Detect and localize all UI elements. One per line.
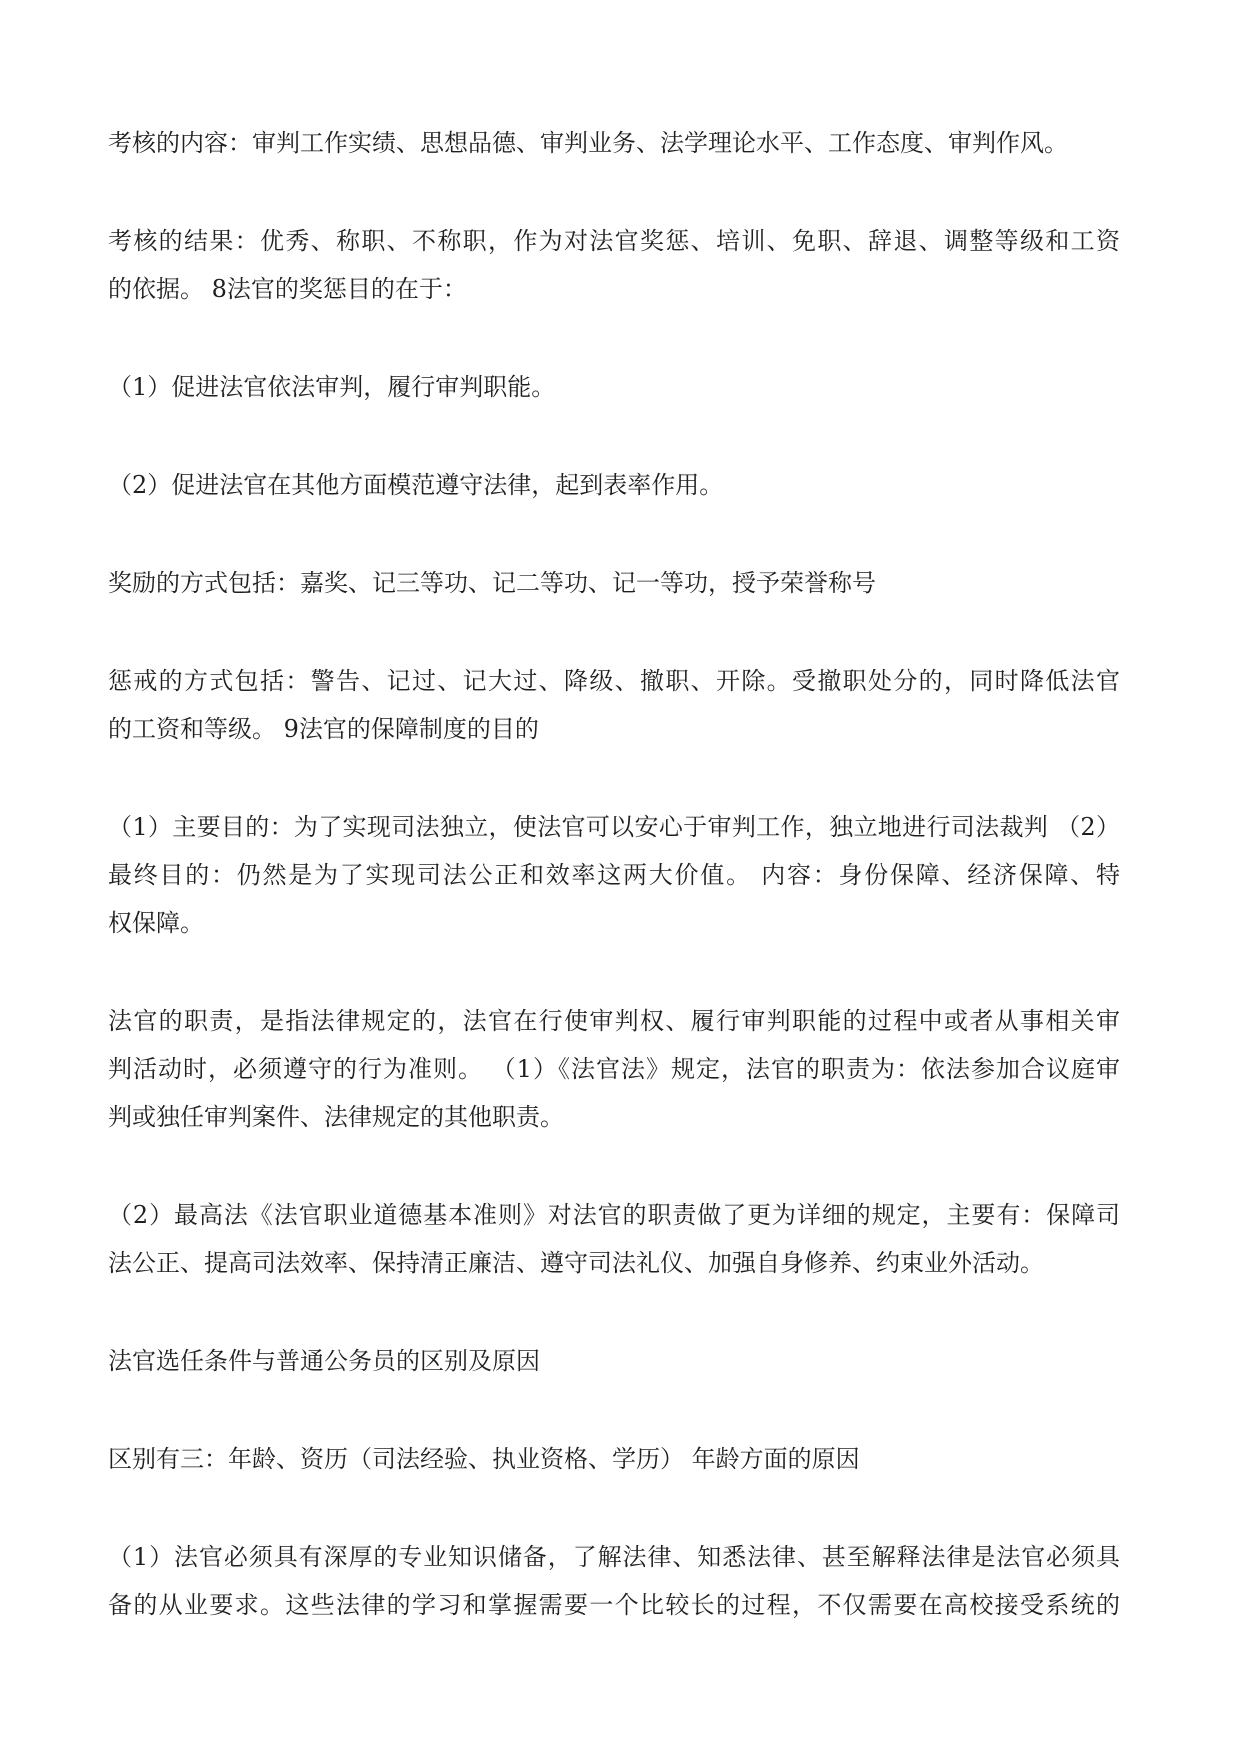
text-line: 备的从业要求。这些法律的学习和掌握需要一个比较长的过程，不仅需要在高校接受系统的 (108, 1591, 1120, 1619)
text-line: （1）法官必须具有深厚的专业知识储备，了解法律、知悉法律、甚至解释法律是法官必须具 (108, 1543, 1120, 1571)
text-line: 的依据。 8法官的奖惩目的在于： (108, 275, 467, 303)
paragraph-differences (108, 1435, 1120, 1483)
text-line: 判或独任审判案件、法律规定的其他职责。 (108, 1103, 564, 1131)
paragraph-rewards (108, 559, 1120, 607)
text-line: （1）主要目的：为了实现司法独立，使法官可以安心于审判工作，独立地进行司法裁判 （2） (108, 813, 1120, 841)
paragraph-assessment-result (108, 217, 1120, 313)
text-line: 考核的内容：审判工作实绩、思想品德、审判业务、法学理论水平、工作态度、审判作风。 (108, 129, 1068, 157)
text-line: 法官的职责，是指法律规定的，法官在行使审判权、履行审判职能的过程中或者从事相关审 (108, 1007, 1120, 1035)
paragraph-guarantee-purpose (108, 803, 1120, 947)
text-line: 判活动时，必须遵守的行为准则。 （1）《法官法》规定，法官的职责为：依法参加合议庭审 (108, 1055, 1120, 1083)
text-line: 考核的结果：优秀、称职、不称职，作为对法官奖惩、培训、免职、辞退、调整等级和工资 (108, 227, 1120, 255)
text-line: 权保障。 (108, 909, 204, 937)
text-line: （2）最高法《法官职业道德基本准则》对法官的职责做了更为详细的规定，主要有：保障司 (108, 1201, 1120, 1229)
paragraph-age-reason-1 (108, 1533, 1120, 1629)
paragraph-purpose-1 (108, 363, 1120, 411)
text-line: （1）促进法官依法审判，履行审判职能。 (108, 373, 556, 401)
document-body (108, 119, 1120, 1679)
text-line: 法公正、提高司法效率、保持清正廉洁、遵守司法礼仪、加强自身修养、约束业外活动。 (108, 1249, 1044, 1277)
text-line: 最终目的：仍然是为了实现司法公正和效率这两大价值。 内容：身份保障、经济保障、特 (108, 861, 1120, 889)
text-line: 惩戒的方式包括：警告、记过、记大过、降级、撤职、开除。受撤职处分的，同时降低法官 (108, 667, 1120, 695)
paragraph-purpose-2 (108, 461, 1120, 509)
paragraph-selection-heading (108, 1337, 1120, 1385)
text-line: 法官选任条件与普通公务员的区别及原因 (108, 1347, 540, 1375)
paragraph-sanctions (108, 657, 1120, 753)
text-line: 的工资和等级。 9法官的保障制度的目的 (108, 715, 539, 743)
text-line: 奖励的方式包括：嘉奖、记三等功、记二等功、记一等功，授予荣誉称号 (108, 569, 876, 597)
paragraph-judge-duties (108, 997, 1120, 1141)
text-line: 区别有三：年龄、资历（司法经验、执业资格、学历） 年龄方面的原因 (108, 1445, 860, 1473)
paragraph-assessment-content (108, 119, 1120, 167)
text-line: （2）促进法官在其他方面模范遵守法律，起到表率作用。 (108, 471, 724, 499)
paragraph-ethics-rules (108, 1191, 1120, 1287)
